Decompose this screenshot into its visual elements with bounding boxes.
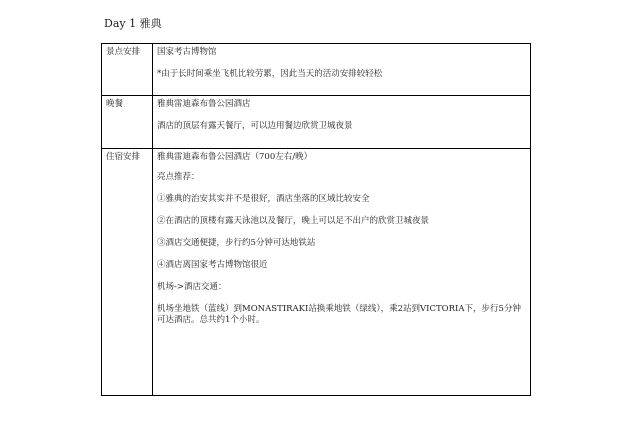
attraction-name: 国家考古博物馆: [157, 47, 217, 57]
row-label: 景点安排: [102, 44, 153, 96]
row-content: [153, 44, 531, 96]
highlight-item: ①雅典的治安其实并不是很好，酒店坐落的区域比较安全: [157, 194, 370, 204]
highlight-item: ④酒店离国家考古博物馆很近: [157, 260, 268, 270]
table-row-dinner: [102, 96, 531, 149]
transport-heading: 机场->酒店交通：: [157, 282, 227, 292]
hotel-name: 雅典雷迪森布鲁公园酒店（700左右/晚）: [157, 152, 313, 162]
highlight-item: ③酒店交通便捷，步行约5分钟可达地铁站: [157, 238, 316, 248]
row-label: 晚餐: [102, 96, 153, 149]
row-content: [153, 96, 531, 149]
itinerary-table: [101, 43, 531, 396]
transport-details: 机场坐地铁（蓝线）到MONASTIRAKI站换乘地铁（绿线），乘2站到VICTORIA下，步行5分钟可达酒店。总共约1个小时。: [157, 304, 521, 325]
attraction-note: *由于长时间乘坐飞机比较劳累，因此当天的活动安排较轻松: [157, 69, 383, 79]
highlight-item: ②在酒店的顶楼有露天泳池以及餐厅，晚上可以足不出户的欣赏卫城夜景: [157, 216, 430, 226]
dinner-venue: 雅典雷迪森布鲁公园酒店: [157, 99, 251, 109]
highlights-heading: 亮点推荐：: [157, 172, 200, 182]
day-title: Day 1 雅典: [104, 17, 162, 30]
row-content: [153, 149, 531, 396]
row-label: 住宿安排: [102, 149, 153, 396]
table-row-accommodation: [102, 149, 531, 396]
table-row-attractions: [102, 44, 531, 96]
dinner-note: 酒店的顶层有露天餐厅，可以边用餐边欣赏卫城夜景: [157, 121, 353, 131]
